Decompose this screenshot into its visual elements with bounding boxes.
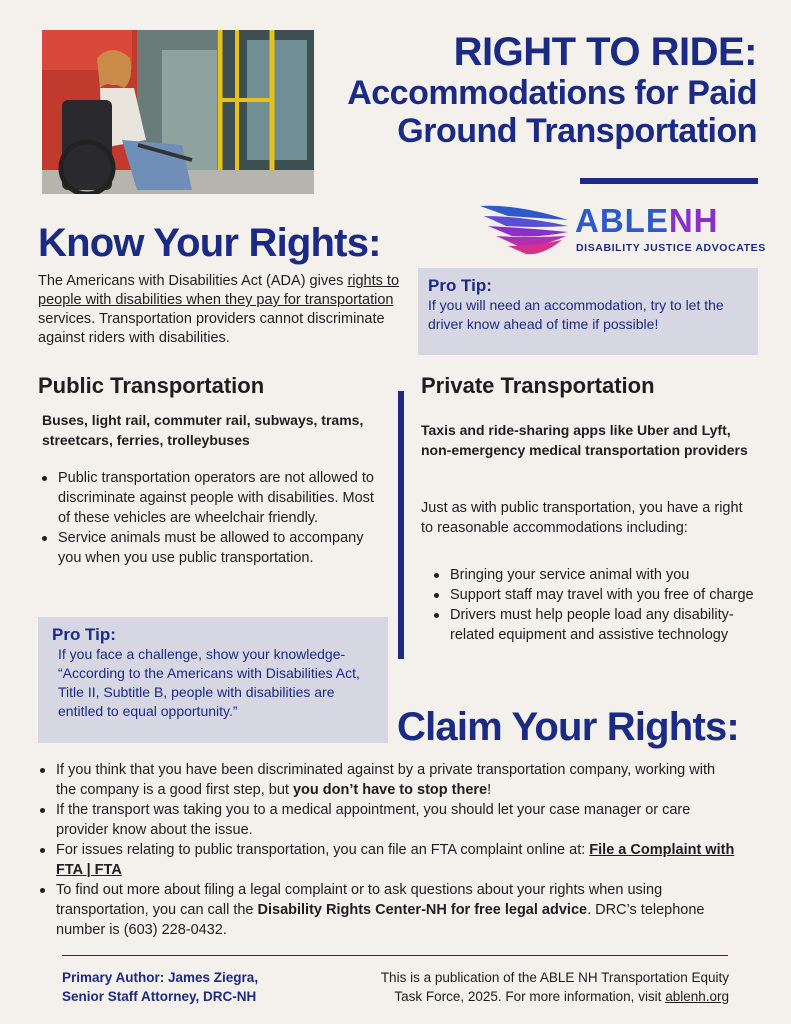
publication-text: Task Force, 2025. For more information, visit [394,989,666,1004]
list-item: If the transport was taking you to a medical appointment, you should let your case manager or care provider know about the issue. [38,800,738,840]
pro-tip-heading: Pro Tip: [52,625,116,644]
claim-b4-bold: Disability Rights Center-NH for free legal advice [257,902,588,918]
public-transportation-list [40,468,380,568]
claim-b4-text: To find out more about filing a legal complaint or to ask questions about your rights when using transportation, you can call the [56,882,663,918]
list-item: Support staff may travel with you free of charge [432,585,757,605]
private-accommodations-list [432,565,757,645]
claim-rights-list [38,760,738,940]
claim-b1-end: ! [487,782,492,798]
document-title [337,30,757,150]
title-line-2: Accommodations for Paid [347,74,757,112]
claim-b3-text: For issues relating to public transportation, you can file an FTA complaint online at: [56,842,590,858]
fta-complaint-link[interactable]: File a Complaint with FTA | FTA [56,842,735,878]
footer-publication-note [329,968,729,1006]
pro-tip-heading: Pro Tip: [428,276,492,295]
list-item [38,760,738,800]
title-line-3: Ground Transportation [397,112,757,150]
intro-underlined-text: rights to people with disabilities when they pay for transportation [38,273,400,308]
claim-your-rights-heading: Claim Your Rights: [397,705,739,749]
list-item: Drivers must help people load any disability-related equipment and assistive technology [432,605,757,645]
intro-text-b: services. Transportation providers cannot discriminate against riders with disabilities. [38,311,385,346]
author-line-2: Senior Staff Attorney, DRC-NH [62,989,257,1004]
list-item [38,840,738,880]
pro-tip-body: If you will need an accommodation, try to let the driver know ahead of time if possible! [428,297,724,332]
public-transportation-heading: Public Transportation [38,373,265,398]
list-item: Public transportation operators are not allowed to discriminate against people with disabilities. Most of these vehicles are wheelchair friendly. [40,468,380,528]
private-transportation-heading: Private Transportation [421,373,655,398]
header-photo-bus-wheelchair [42,30,314,194]
pro-tip-body: If you face a challenge, show your knowledge- “According to the Americans with Disabilities Act, Title II, Subtitle B, people with disabilities are entitled to equal opportunity.” [58,646,360,719]
intro-paragraph [38,272,408,348]
pro-tip-box-1 [418,268,758,355]
author-line-1: Primary Author: James Ziegra, [62,970,259,985]
list-item [38,880,738,940]
pro-tip-box-2 [38,617,388,743]
wings-icon [478,200,570,256]
footer-author [62,968,258,1006]
know-your-rights-heading: Know Your Rights: [38,221,381,265]
ablenh-logo [478,200,766,260]
claim-b1-bold: you don’t have to stop there [292,782,488,798]
list-item: Bringing your service animal with you [432,565,757,585]
publication-line-1: This is a publication of the ABLE NH Transportation Equity [380,970,729,985]
title-line-1: RIGHT TO RIDE: [453,30,757,74]
logo-wordmark [575,202,719,240]
logo-able: ABLE [575,202,669,239]
claim-b4-end: . DRC’s telephone number is (603) 228-0432. [56,902,705,938]
publication-line-2 [329,987,729,1006]
title-underline [580,178,758,184]
footer-divider [62,955,728,956]
public-transportation-types: Buses, light rail, commuter rail, subways, trams, streetcars, ferries, trolleybuses [42,412,364,448]
private-transportation-paragraph: Just as with public transportation, you have a right to reasonable accommodations including: [421,500,743,536]
ablenh-link[interactable]: ablenh.org [665,989,729,1004]
private-transportation-types: Taxis and ride-sharing apps like Uber and Lyft, non-emergency medical transportation providers [421,422,748,458]
logo-nh: NH [668,202,719,239]
list-item: Service animals must be allowed to accompany you when you use public transportation. [40,528,380,568]
intro-text-a: The Americans with Disabilities Act (ADA) gives [38,273,348,289]
column-divider [398,391,404,659]
claim-b1-text: If you think that you have been discriminated against by a private transportation company, working with the company is a good first step, but [56,762,716,798]
logo-tagline: DISABILITY JUSTICE ADVOCATES [576,242,766,254]
